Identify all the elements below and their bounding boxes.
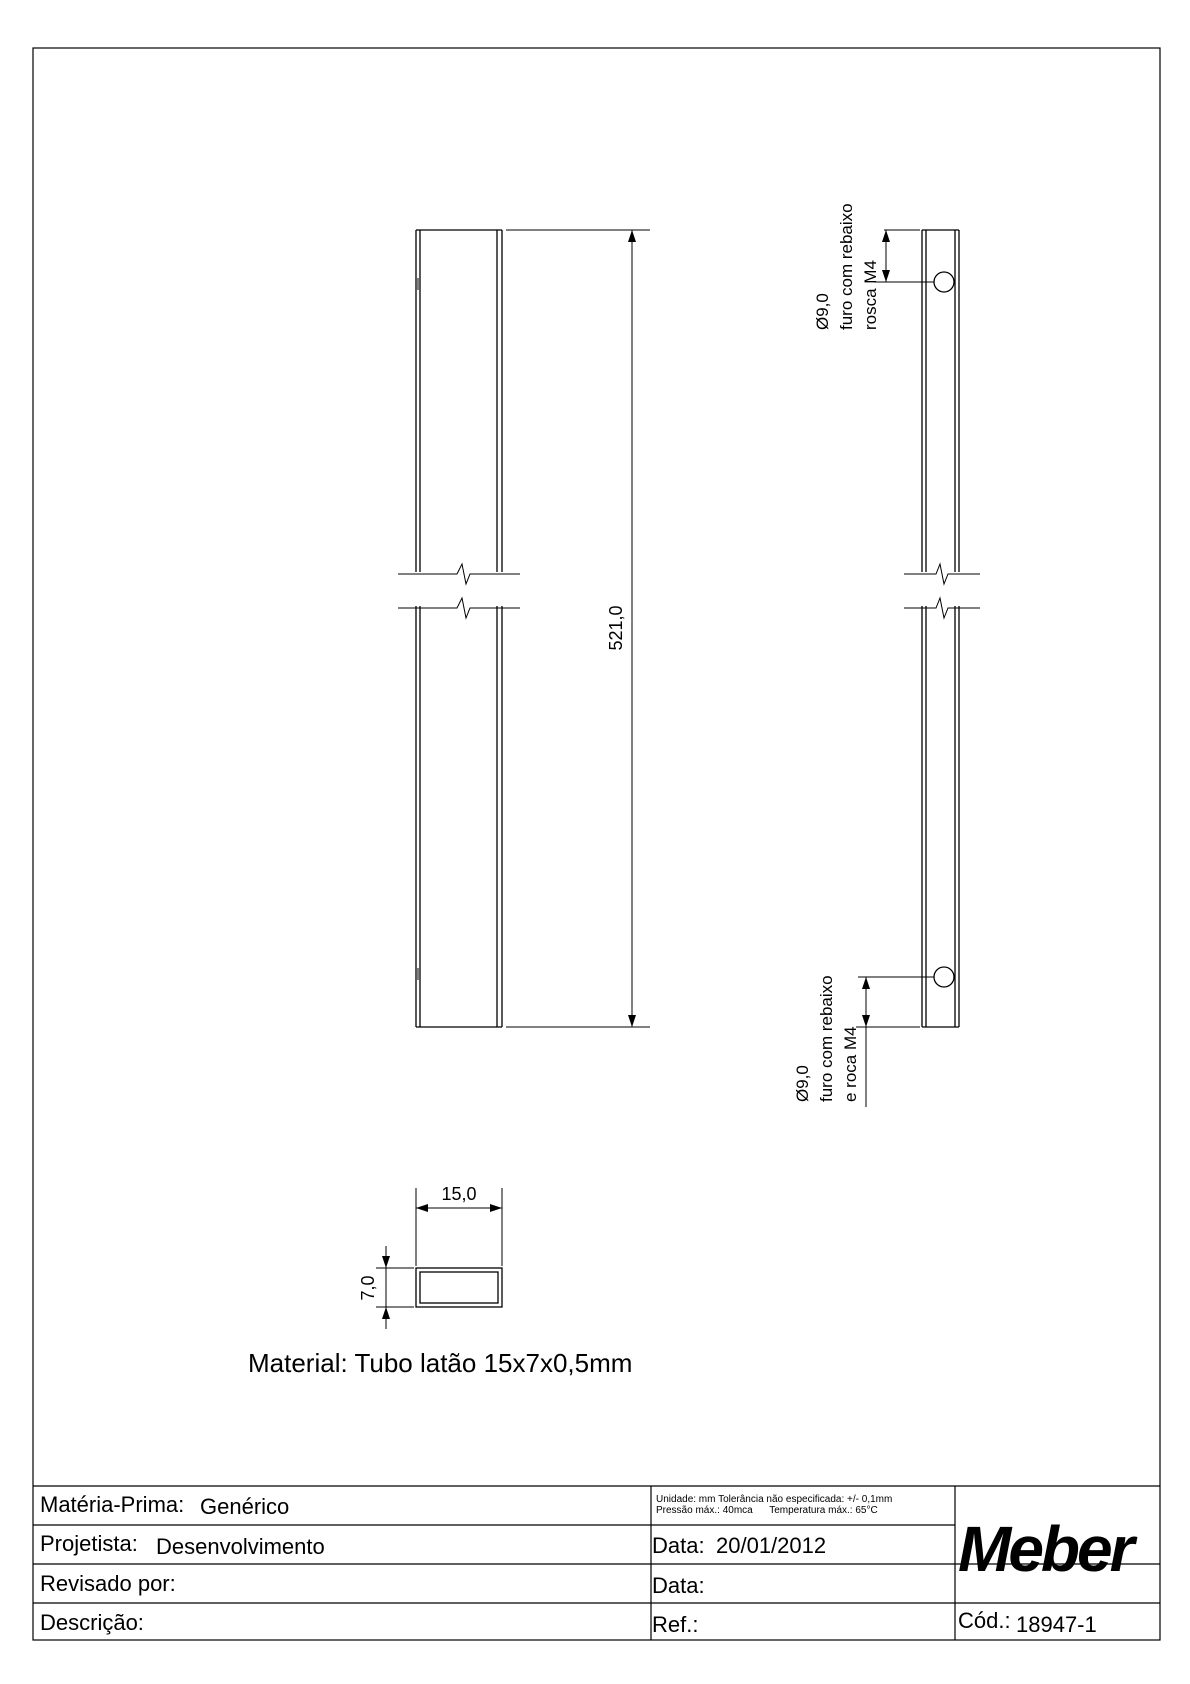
hole-top-dimension [874,230,934,282]
svg-text:furo com rebaixo: furo com rebaixo [837,203,856,330]
height-dim-label: 7,0 [358,1275,378,1301]
svg-text:Ø9,0: Ø9,0 [813,293,832,330]
section-view [416,1268,502,1307]
svg-text:Ø9,0: Ø9,0 [793,1065,812,1102]
hole-top [934,272,954,292]
front-view [398,230,520,1027]
ref-label: Ref.: [652,1612,699,1637]
length-dim-label: 521,0 [606,605,626,651]
section-height-dimension [376,1246,414,1329]
data-label: Data: [652,1533,705,1558]
revisado-label: Revisado por: [40,1571,176,1596]
projetista-label: Projetista: [40,1531,138,1556]
hole-bottom-note [793,975,860,1102]
hole-top-note [813,203,880,330]
descricao-label: Descrição: [40,1610,144,1635]
hole-bottom [934,967,954,987]
side-view [904,230,980,1027]
company-logo: Meber [958,1513,1132,1585]
materia-prima-value: Genérico [200,1494,290,1519]
materia-prima-label: Matéria-Prima: [40,1492,185,1517]
drawing-border [33,48,1160,1640]
length-dimension [506,230,650,1027]
cod-value: 18947-1 [1016,1612,1097,1637]
data2-label: Data: [652,1573,705,1598]
units-line-2: Pressão máx.: 40mca Temperatura máx.: 65°C [656,1505,878,1516]
svg-text:furo com rebaixo: furo com rebaixo [817,975,836,1102]
svg-text:e roca M4: e roca M4 [841,1026,860,1102]
data-value: 20/01/2012 [716,1533,827,1558]
material-note: Material: Tubo latão 15x7x0,5mm [248,1348,633,1378]
units-line-1: Unidade: mm Tolerância não especificada: +/- 0,1mm [656,1494,893,1505]
svg-text:rosca M4: rosca M4 [861,260,880,330]
projetista-value: Desenvolvimento [156,1534,325,1559]
cod-label: Cód.: [958,1608,1011,1633]
width-dim-label: 15,0 [441,1184,477,1204]
